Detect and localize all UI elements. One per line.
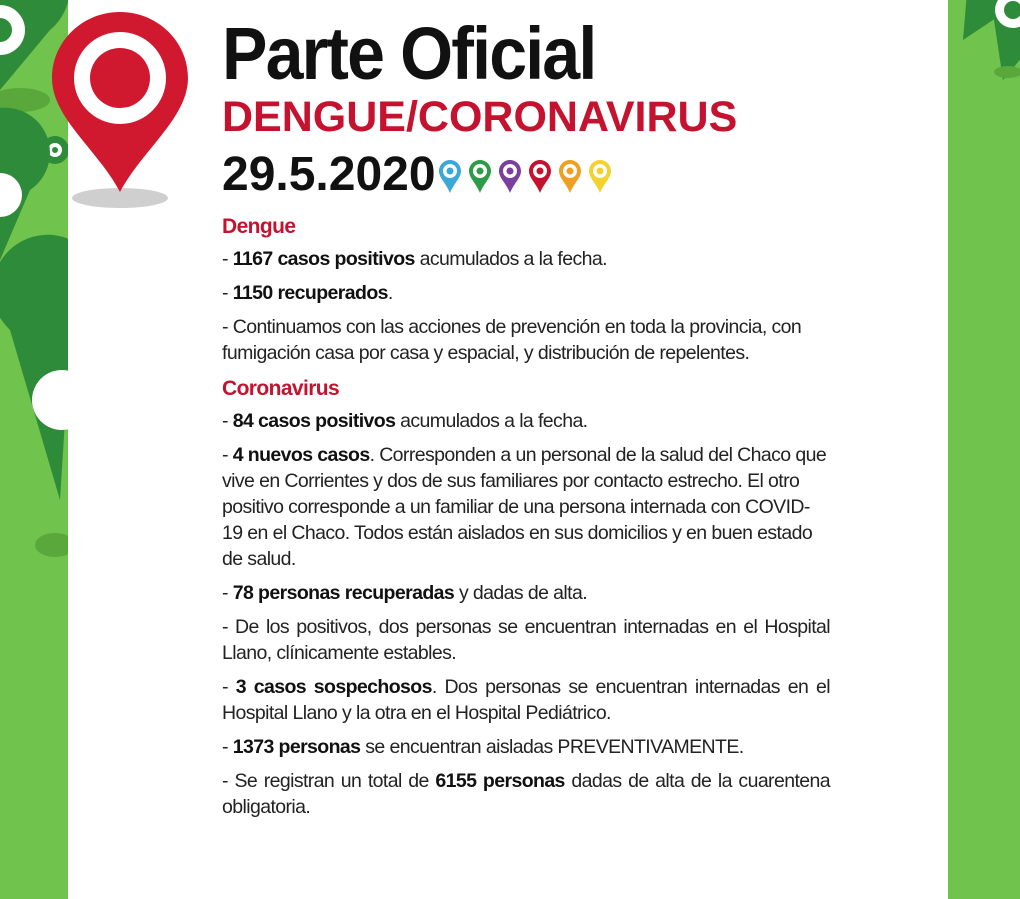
list-item: - 1373 personas se encuentran aisladas PREVENTIVAMENTE. — [222, 736, 744, 758]
list-item: - De los positivos, dos personas se encuentran internadas en el Hospital Llano, clínicamente estables. — [222, 616, 830, 664]
page-subtitle: DENGUE/CORONAVIRUS — [222, 93, 738, 141]
mini-pin-icon — [439, 160, 461, 193]
mini-pin-icon — [559, 160, 581, 193]
section-title-coronavirus: Coronavirus — [222, 377, 340, 400]
list-item: - Continuamos con las acciones de prevención en toda la provincia, con fumigación casa por casa y espacial, y distribución de repelentes. — [222, 316, 802, 364]
page-title: Parte Oficial — [222, 12, 596, 95]
coronavirus-list — [222, 408, 830, 820]
section-title-dengue: Dengue — [222, 215, 296, 238]
mini-pin-icon — [529, 160, 551, 193]
mini-pins-icon — [438, 158, 628, 203]
report-content — [222, 212, 830, 828]
list-item: - 3 casos sospechosos. Dos personas se encuentran internadas en el Hospital Llano y la otra en el Hospital Pediátrico. — [222, 676, 830, 724]
location-pin-icon — [48, 10, 193, 215]
list-item: - 84 casos positivos acumulados a la fecha. — [222, 410, 588, 432]
list-item: - 78 personas recuperadas y dadas de alta. — [222, 582, 588, 604]
list-item: - Se registran un total de 6155 personas dadas de alta de la cuarentena obligatoria. — [222, 770, 830, 818]
list-item: - 1167 casos positivos acumulados a la fecha. — [222, 248, 607, 270]
report-date: 29.5.2020 — [222, 148, 436, 201]
dengue-list — [222, 246, 830, 366]
list-item: - 4 nuevos casos. Corresponden a un personal de la salud del Chaco que vive en Corrientes y dos de sus familiares por contacto estrecho. El otro positivo corresponde a un familiar de una persona internada con COVID-19 en el Chaco. Todos están aislados en sus domicilios y en buen estado de salud. — [222, 444, 827, 570]
list-item: - 1150 recuperados. — [222, 282, 393, 304]
background-pins-decoration-right — [948, 0, 1020, 899]
right-background — [948, 0, 1020, 899]
mini-pin-icon — [469, 160, 491, 193]
mini-pin-icon — [499, 160, 521, 193]
mini-pin-icon — [589, 160, 611, 193]
